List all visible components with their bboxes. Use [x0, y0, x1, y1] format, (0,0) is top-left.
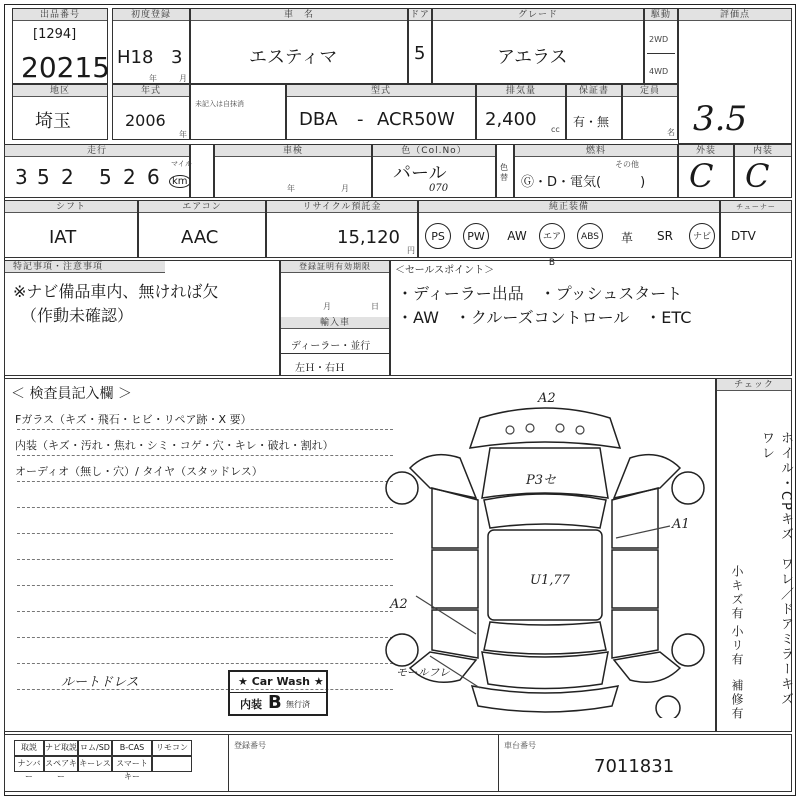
sales-box: [390, 260, 792, 376]
footer-cell-empty: [152, 756, 192, 772]
side-check-box: [716, 378, 792, 732]
right-rear-quarter: [612, 610, 658, 658]
inspector-line2: 内装（キズ・汚れ・焦れ・シミ・コゲ・穴・キレ・破れ・割れ）: [15, 439, 334, 452]
drive-label: 駆動: [645, 9, 677, 21]
inspector-line1: Fガラス（キズ・飛石・ヒビ・リペア跡・X 要）: [15, 413, 252, 426]
displacement-box: [476, 84, 566, 140]
wheel-front-right: [672, 472, 704, 504]
fuel-other-label: その他: [615, 160, 639, 169]
region-value: 埼玉: [35, 111, 71, 132]
mileage-digit: 2: [123, 165, 136, 189]
equipment-label: 純正装備: [419, 201, 719, 213]
fuel-box: [514, 144, 678, 198]
undetermined-box: [190, 84, 286, 140]
windshield-panel: [484, 494, 606, 528]
dotted-line: [17, 585, 393, 586]
mark-a1: A1: [672, 517, 690, 532]
type-prefix: DBA: [299, 109, 338, 130]
fuel-label: 燃料: [515, 145, 677, 157]
color-change-label: 色替: [500, 163, 508, 182]
dotted-line: [17, 559, 393, 560]
mileage-digit: 5: [99, 165, 112, 189]
left-slide-door: [432, 550, 478, 608]
undetermined-label: 未記入は自抹消: [195, 100, 244, 108]
recycle-box: [266, 200, 418, 258]
rear-glass-panel: [484, 622, 606, 654]
dotted-line: [17, 507, 393, 508]
inspection-label: 車検: [215, 145, 371, 157]
mileage-digit: 6: [147, 165, 160, 189]
interior-value: C: [745, 157, 770, 195]
mile-label: マイル: [171, 160, 192, 168]
interior-box: [734, 144, 792, 198]
notes-line2: （作動未確認）: [21, 306, 134, 325]
carwash-stamp: [228, 670, 328, 716]
handwritten-note: ルートドレス: [61, 675, 139, 690]
reg-month: 3: [171, 47, 183, 68]
ac-label: エアコン: [139, 201, 265, 213]
shift-label: シフト: [5, 201, 137, 213]
side-check-text2: 小キズ有: [730, 565, 744, 621]
year-box: [112, 84, 190, 140]
type-dash: -: [357, 109, 364, 130]
tuner-label: チューナー: [721, 201, 791, 213]
doors-value: 5: [414, 43, 426, 64]
drive-box: [644, 8, 678, 84]
equip-abs: ABS: [577, 223, 603, 249]
rear-hatch-panel: [482, 652, 608, 689]
a1-pointer: [616, 526, 670, 538]
carwash-title: ★ Car Wash ★: [238, 675, 324, 688]
dotted-line: [17, 455, 393, 456]
doors-box: [408, 8, 432, 84]
sales-line1: ・ディーラー出品 ・プッシュスタート: [397, 284, 683, 303]
side-check-text3: 小リ有: [730, 625, 744, 667]
color-label: 色（Col.No）: [373, 145, 495, 157]
capacity-unit: 名: [667, 128, 675, 137]
shift-box: [4, 200, 138, 258]
reg-month-unit: 月: [323, 302, 331, 311]
car-name-box: [190, 8, 408, 84]
mark-p3: P3セ: [526, 473, 557, 488]
footer-cell-bcas: B-CAS: [112, 740, 152, 756]
exterior-label: 外装: [679, 145, 733, 157]
a2-pointer: [416, 596, 476, 634]
era-year: H18: [117, 47, 154, 68]
equip-dtv: DTV: [731, 229, 756, 243]
equip-pw: PW: [463, 223, 489, 249]
grade-label: グレード: [433, 9, 643, 21]
front-light-mark: [556, 424, 564, 432]
displacement-label: 排気量: [477, 85, 565, 97]
year-suffix: 年: [179, 130, 187, 139]
footer-divider: [228, 734, 229, 792]
footer-cell-remote: リモコン: [152, 740, 192, 756]
serial-number: 7011831: [594, 756, 675, 777]
tuner-box: [720, 200, 792, 258]
equip-airbag: エアB: [539, 223, 565, 249]
footer-cell-spare-key: スペアキー: [44, 756, 78, 772]
ac-box: [138, 200, 266, 258]
recycle-value: 15,120: [337, 227, 400, 248]
score-box: [678, 8, 792, 144]
recycle-label: リサイクル預託金: [267, 201, 417, 213]
grade-box: [432, 8, 644, 84]
mileage-digit: 3: [15, 165, 28, 189]
shift-value: IAT: [49, 227, 77, 248]
region-box: [12, 84, 108, 140]
displacement-value: 2,400: [485, 109, 537, 130]
reg-day-unit: 日: [371, 302, 379, 311]
mileage-digit: 2: [61, 165, 74, 189]
dotted-line: [17, 429, 393, 430]
footer-cell-navi-manual: ナビ取説: [44, 740, 78, 756]
carwash-grade: B: [268, 692, 282, 713]
month-unit: 月: [179, 74, 187, 83]
footer-cell-smart-key: スマートキー: [112, 756, 152, 772]
lot-label: 出品番号: [13, 9, 107, 21]
footer-cell-rom: ロム/SD: [78, 740, 112, 756]
score-value: 3.5: [693, 99, 748, 139]
inspection-month-unit: 月: [341, 184, 349, 193]
equipment-box: [418, 200, 720, 268]
dotted-line: [17, 481, 393, 482]
footer-cell-manual: 取説: [14, 740, 44, 756]
footer-divider: [498, 734, 499, 792]
dotted-line: [17, 637, 393, 638]
carwash-suffix: 無行済: [286, 700, 310, 709]
steering-divider: [281, 353, 389, 354]
inspection-box: [214, 144, 372, 198]
type-code: ACR50W: [377, 109, 455, 130]
inspector-line3: オーディオ（無し・穴）/ タイヤ（スタッドレス）: [15, 465, 263, 478]
inspector-title: ＜ 検査員記入欄 ＞: [11, 386, 132, 402]
equip-ps: PS: [425, 223, 451, 249]
doors-label: ドア: [410, 10, 430, 20]
drive-4wd: 4WD: [649, 67, 669, 76]
front-light-mark: [576, 426, 584, 434]
car-name-label: 車 名: [191, 9, 407, 21]
color-box: [372, 144, 496, 198]
score-label: 評価点: [679, 9, 791, 21]
color-value: パール: [393, 163, 447, 184]
first-reg-box: [112, 8, 190, 84]
mileage-box: [4, 144, 190, 198]
front-light-mark: [506, 426, 514, 434]
dotted-line: [17, 533, 393, 534]
notes-box: [4, 260, 280, 376]
left-front-fender: [410, 455, 476, 498]
carwash-interior: 内装: [240, 698, 262, 711]
mileage-digit: 5: [37, 165, 50, 189]
equip-leather: 革: [620, 231, 633, 245]
lot-number: 20215: [21, 51, 111, 84]
sales-line2: ・AW ・クルーズコントロール ・ETC: [397, 308, 692, 327]
color-number: 070: [429, 183, 449, 194]
capacity-box: [622, 84, 678, 140]
reg-expiry-label: 登録証明有効期限: [281, 261, 389, 273]
exterior-box: [678, 144, 734, 198]
year-unit: 年: [149, 74, 157, 83]
notes-label: 特記事項・注意事項: [5, 261, 165, 273]
recycle-unit: 円: [407, 246, 415, 255]
region-label: 地区: [13, 85, 107, 97]
steering-value: 左Ｈ・右Ｈ: [295, 363, 345, 374]
equip-aw: AW: [507, 229, 527, 243]
wheel-rear-left: [386, 634, 418, 666]
dotted-line: [17, 663, 393, 664]
mark-a2-side: A2: [390, 597, 408, 612]
mark-a2-front: A2: [538, 391, 556, 406]
front-bumper-panel: [470, 408, 620, 448]
warranty-box: [566, 84, 622, 140]
rear-bumper-panel: [472, 686, 618, 712]
year-label: 年式: [113, 85, 189, 97]
warranty-value: 有・無: [573, 115, 610, 129]
right-front-fender: [614, 455, 680, 498]
serial-label: 車台番号: [504, 741, 536, 750]
fuel-options: Ⓖ・D・電気( ): [521, 175, 646, 190]
front-light-mark: [526, 424, 534, 432]
interior-label: 内装: [735, 145, 791, 157]
mark-moulding: モールフレ: [396, 666, 450, 679]
ac-value: AAC: [181, 227, 219, 248]
car-diagram: [380, 388, 710, 718]
lot-box: [12, 8, 111, 84]
color-change-box: [496, 144, 514, 198]
dotted-line: [17, 611, 393, 612]
lot-small: [1294]: [33, 27, 77, 42]
mileage-extra-box: [190, 144, 214, 198]
drive-divider: [647, 53, 675, 54]
first-reg-label: 初度登録: [113, 9, 189, 21]
mark-u1: U1,77: [530, 573, 570, 588]
drive-2wd: 2WD: [649, 35, 669, 44]
footer-cell-plate: ナンバー: [14, 756, 44, 772]
equip-sr: SR: [657, 229, 673, 243]
import-value: ディーラー・並行: [291, 341, 371, 352]
equip-navi: ナビ: [689, 223, 715, 249]
type-box: [286, 84, 476, 140]
left-rear-quarter: [432, 610, 478, 658]
warranty-label: 保証書: [567, 85, 621, 97]
sales-label: ＜セールスポイント＞: [395, 265, 495, 276]
mileage-label: 走行: [5, 145, 189, 157]
reg-number-label: 登録番号: [234, 741, 266, 750]
grade-value: アエラス: [497, 47, 568, 68]
import-label: 輸入車: [281, 317, 389, 329]
side-check-label: チェック: [717, 379, 791, 391]
footer-cell-keyless: キーレス: [78, 756, 112, 772]
type-label: 型式: [287, 85, 475, 97]
side-check-text1: ホイル・CPキズ ワレ／ドアミラーキズ ワレ: [759, 431, 793, 722]
capacity-label: 定員: [623, 85, 677, 97]
spare-wheel: [656, 696, 680, 718]
km-circled: km: [169, 175, 191, 188]
inspection-year-unit: 年: [287, 184, 295, 193]
car-name: エスティマ: [249, 47, 338, 68]
exterior-value: C: [689, 157, 714, 195]
year-value: 2006: [125, 111, 166, 130]
cc-unit: cc: [551, 125, 560, 134]
right-slide-door: [612, 550, 658, 608]
wheel-front-left: [386, 472, 418, 504]
side-check-text4: 補修有: [730, 679, 744, 721]
wheel-rear-right: [672, 634, 704, 666]
notes-line1: ※ナビ備品車内、無ければ欠: [13, 282, 219, 301]
reg-expiry-box: [280, 260, 390, 376]
